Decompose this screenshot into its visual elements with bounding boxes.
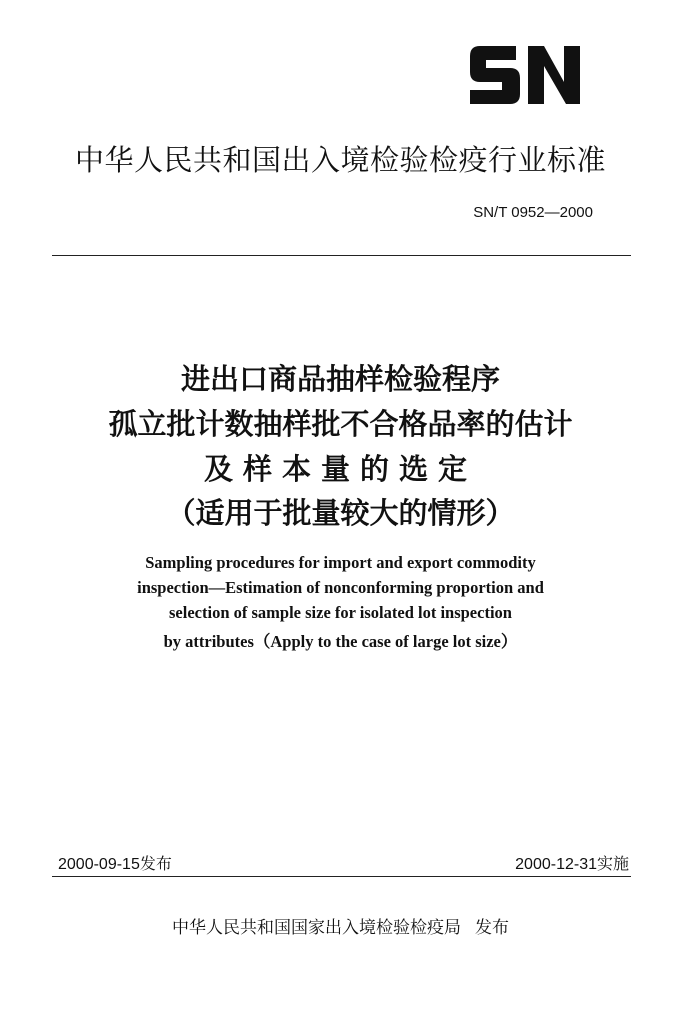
issuer-action: 发布 (475, 918, 509, 938)
title-cn-line-4: （适用于批量较大的情形） (166, 496, 515, 530)
sn-logo-icon (466, 42, 586, 108)
org-title: 中华人民共和国出入境检验检疫行业标准 (74, 143, 606, 177)
title-en-line-1: Sampling procedures for import and export commodity (145, 553, 536, 572)
issuer-name: 中华人民共和国国家出入境检验检疫局 (172, 918, 461, 938)
title-en-line-4: by attributes（Apply to the case of large lot size） (163, 632, 518, 651)
issue-date: 2000-09-15发布 (58, 856, 172, 873)
title-cn-line-1: 进出口商品抽样检验程序 (180, 362, 500, 396)
title-en-line-3: selection of sample size for isolated lot inspection (169, 603, 512, 622)
title-en-line-2: inspection—Estimation of nonconforming proportion and (137, 578, 544, 597)
implementation-date: 2000-12-31实施 (515, 856, 629, 873)
standard-number: SN/T 0952—2000 (473, 204, 593, 221)
header-divider (52, 255, 631, 256)
title-cn-line-3: 及样本量的选定 (203, 452, 477, 486)
title-cn-line-2: 孤立批计数抽样批不合格品率的估计 (108, 407, 573, 441)
issuer (0, 913, 681, 938)
footer-divider (52, 876, 631, 877)
